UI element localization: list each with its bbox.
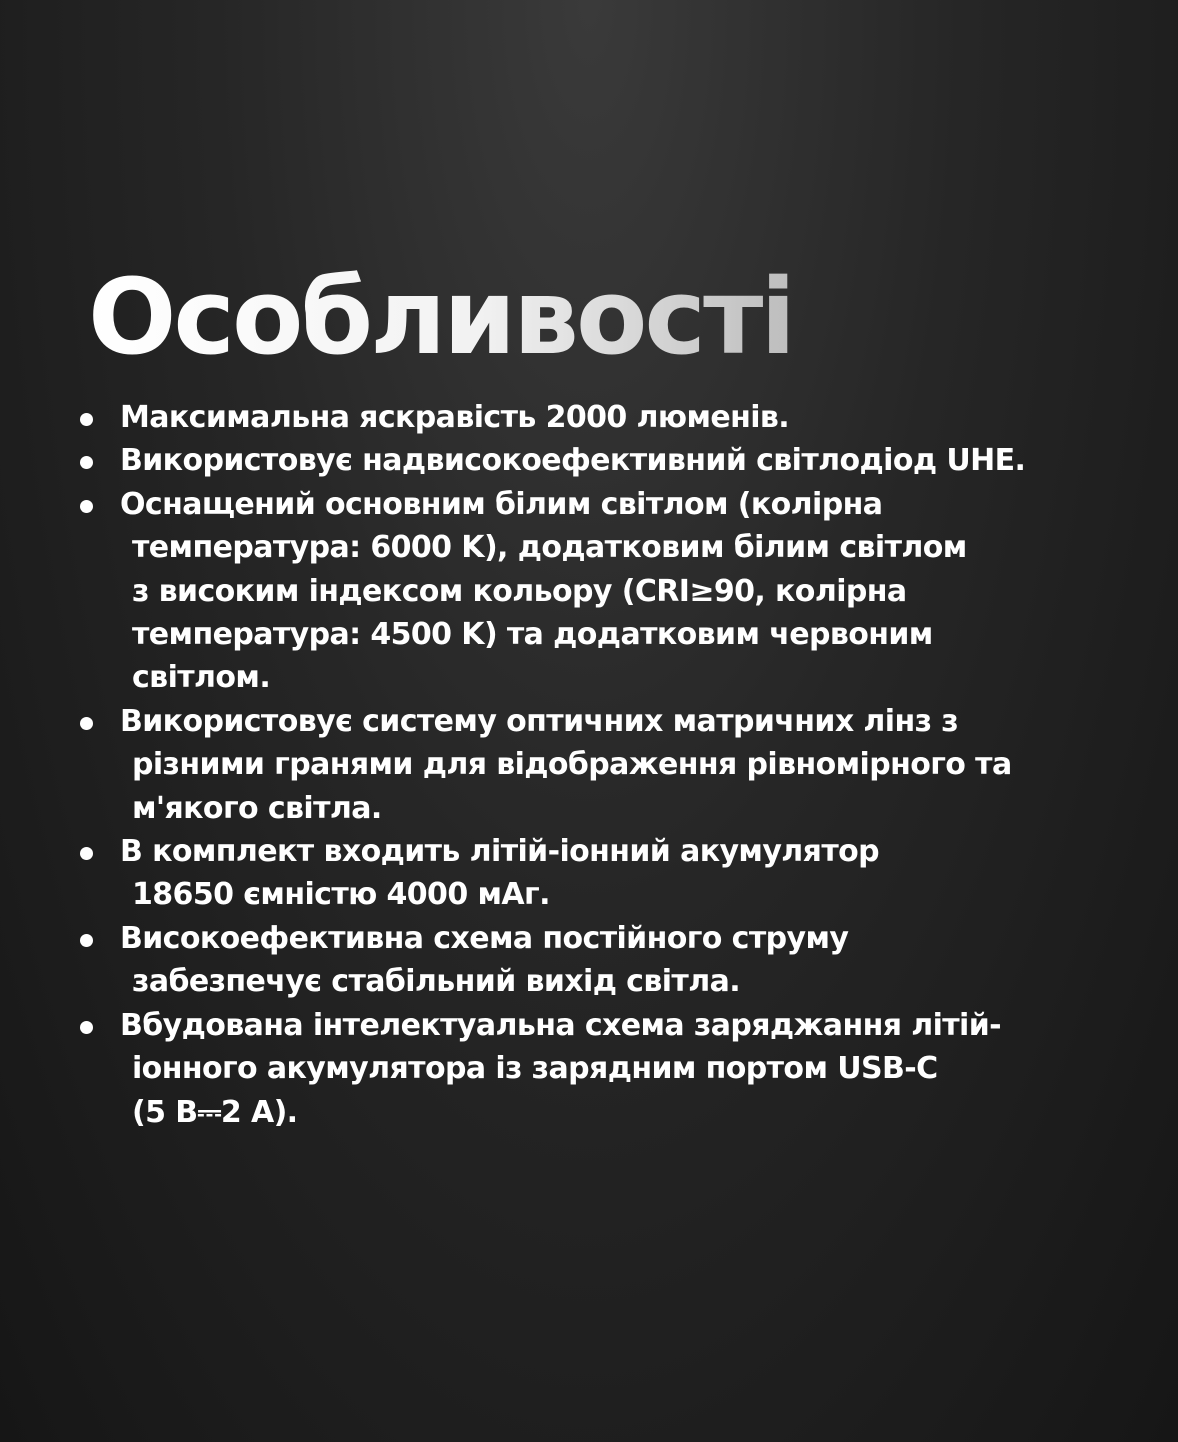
bullet-icon [80,456,93,469]
feature-text-line: Вбудована інтелектуальна схема заряджання літій- [120,1007,1002,1043]
bullet-icon [80,413,93,426]
feature-text-line: іонного акумулятора із зарядним портом USB-C [132,1051,938,1087]
feature-text-line: (5 В⎓2 А). [132,1094,298,1130]
feature-text-line: Високоефективна схема постійного струму [120,920,849,956]
feature-text-line: Максимальна яскравість 2000 люменів. [120,400,790,435]
feature-text-line: Оснащений основним білим світлом (колірна [120,486,883,522]
feature-text-line: Використовує систему оптичних матричних лінз з [120,703,959,739]
feature-text-line: різними гранями для відображення рівномірного та [132,747,1012,783]
bullet-icon [80,934,93,947]
feature-text-line: забезпечує стабільний вихід світла. [132,964,741,1000]
feature-text-line: Використовує надвисокоефективний світлодіод UHE. [120,443,1026,479]
bullet-icon [80,717,93,730]
features-list [80,396,1080,1134]
feature-text-line: м'якого світла. [132,790,382,826]
feature-text-line: температура: 6000 K), додатковим білим світлом [132,530,967,566]
feature-item [80,439,1080,482]
feature-text-line: 18650 ємністю 4000 мАг. [132,877,550,913]
feature-item [80,483,1080,700]
bullet-icon [80,1021,93,1034]
feature-text-line: температура: 4500 K) та додатковим червоним [132,617,933,653]
feature-item [80,830,1080,917]
feature-item [80,396,1080,439]
bullet-icon [80,847,93,860]
feature-item [80,1004,1080,1134]
bullet-icon [80,500,93,513]
feature-item [80,700,1080,830]
feature-text-line: світлом. [132,660,271,696]
page-title: Особливості [88,252,793,382]
feature-text-line: з високим індексом кольору (CRI≥90, колірна [132,573,907,609]
feature-item [80,917,1080,1004]
feature-text-line: В комплект входить літій-іонний акумулятор [120,834,880,870]
